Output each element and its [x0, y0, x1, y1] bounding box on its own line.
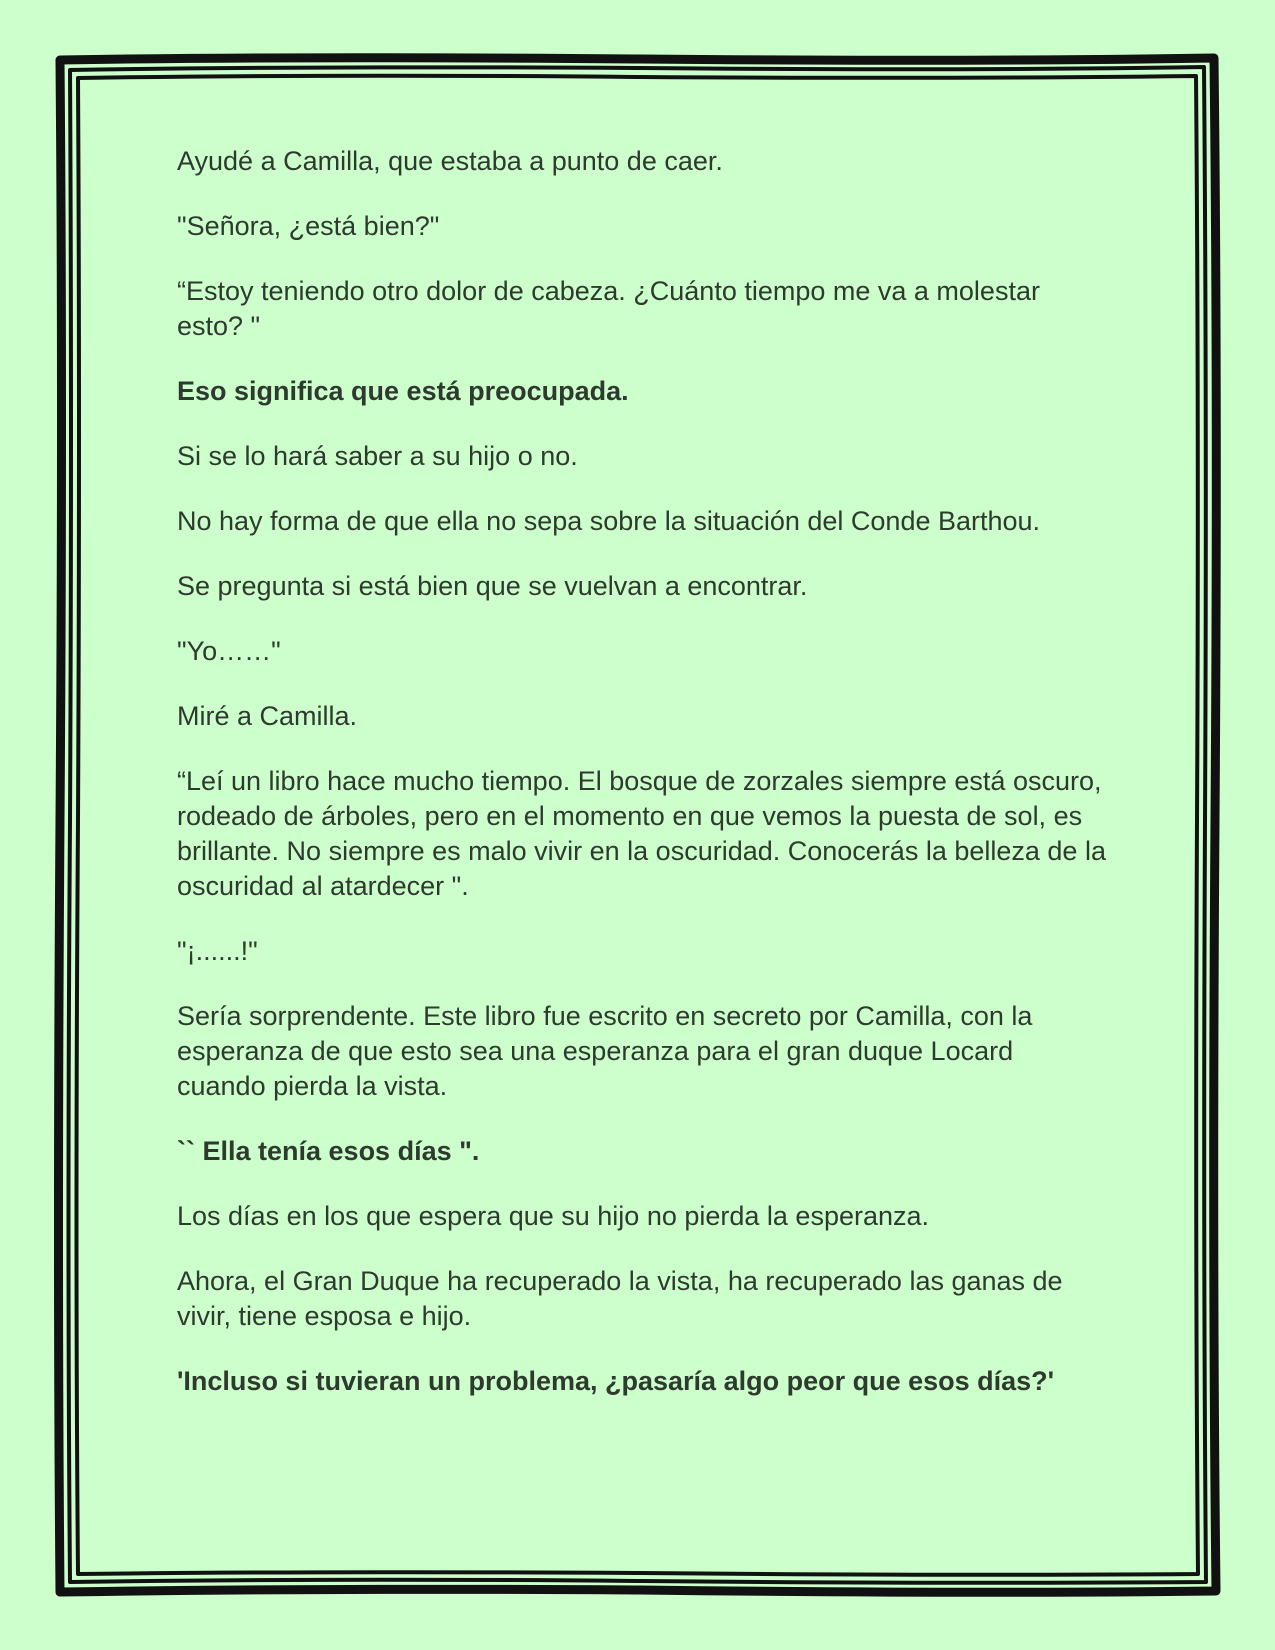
- paragraph-2: "Señora, ¿está bien?": [177, 211, 440, 241]
- paragraph-6: No hay forma de que ella no sepa sobre la situación del Conde Barthou.: [177, 506, 1041, 536]
- paragraph-12: Sería sorprendente. Este libro fue escrito en secreto por Camilla, con la esperanza de que esto sea una esperanza para el gran duque Locard cuando pierda la vista.: [177, 1001, 1033, 1101]
- paragraph-7: Se pregunta si está bien que se vuelvan a encontrar.: [177, 571, 808, 601]
- paragraph-5: Si se lo hará saber a su hijo o no.: [177, 441, 578, 471]
- paragraph-14: Los días en los que espera que su hijo no pierda la esperanza.: [177, 1201, 930, 1231]
- paragraph-8: "Yo……": [177, 636, 281, 666]
- paragraph-4: Eso significa que está preocupada.: [177, 376, 629, 406]
- paragraph-10: “Leí un libro hace mucho tiempo. El bosque de zorzales siempre está oscuro, rodeado de árboles, pero en el momento en que vemos la puesta de sol, es brillante. No siempre es malo vivir en la oscuridad. Conocerás la belleza de la oscuridad al atardecer ".: [177, 766, 1106, 901]
- paragraph-1: Ayudé a Camilla, que estaba a punto de caer.: [177, 146, 723, 176]
- paragraph-11: "¡......!": [177, 936, 258, 966]
- paragraph-15: Ahora, el Gran Duque ha recuperado la vista, ha recuperado las ganas de vivir, tiene esposa e hijo.: [177, 1266, 1063, 1331]
- paragraph-3: “Estoy teniendo otro dolor de cabeza. ¿Cuánto tiempo me va a molestar esto? ": [177, 276, 1040, 341]
- paragraph-9: Miré a Camilla.: [177, 701, 358, 731]
- paragraph-16: 'Incluso si tuvieran un problema, ¿pasaría algo peor que esos días?': [177, 1366, 1055, 1396]
- text-body: [177, 144, 1107, 1429]
- paragraph-13: `` Ella tenía esos días ".: [177, 1136, 480, 1166]
